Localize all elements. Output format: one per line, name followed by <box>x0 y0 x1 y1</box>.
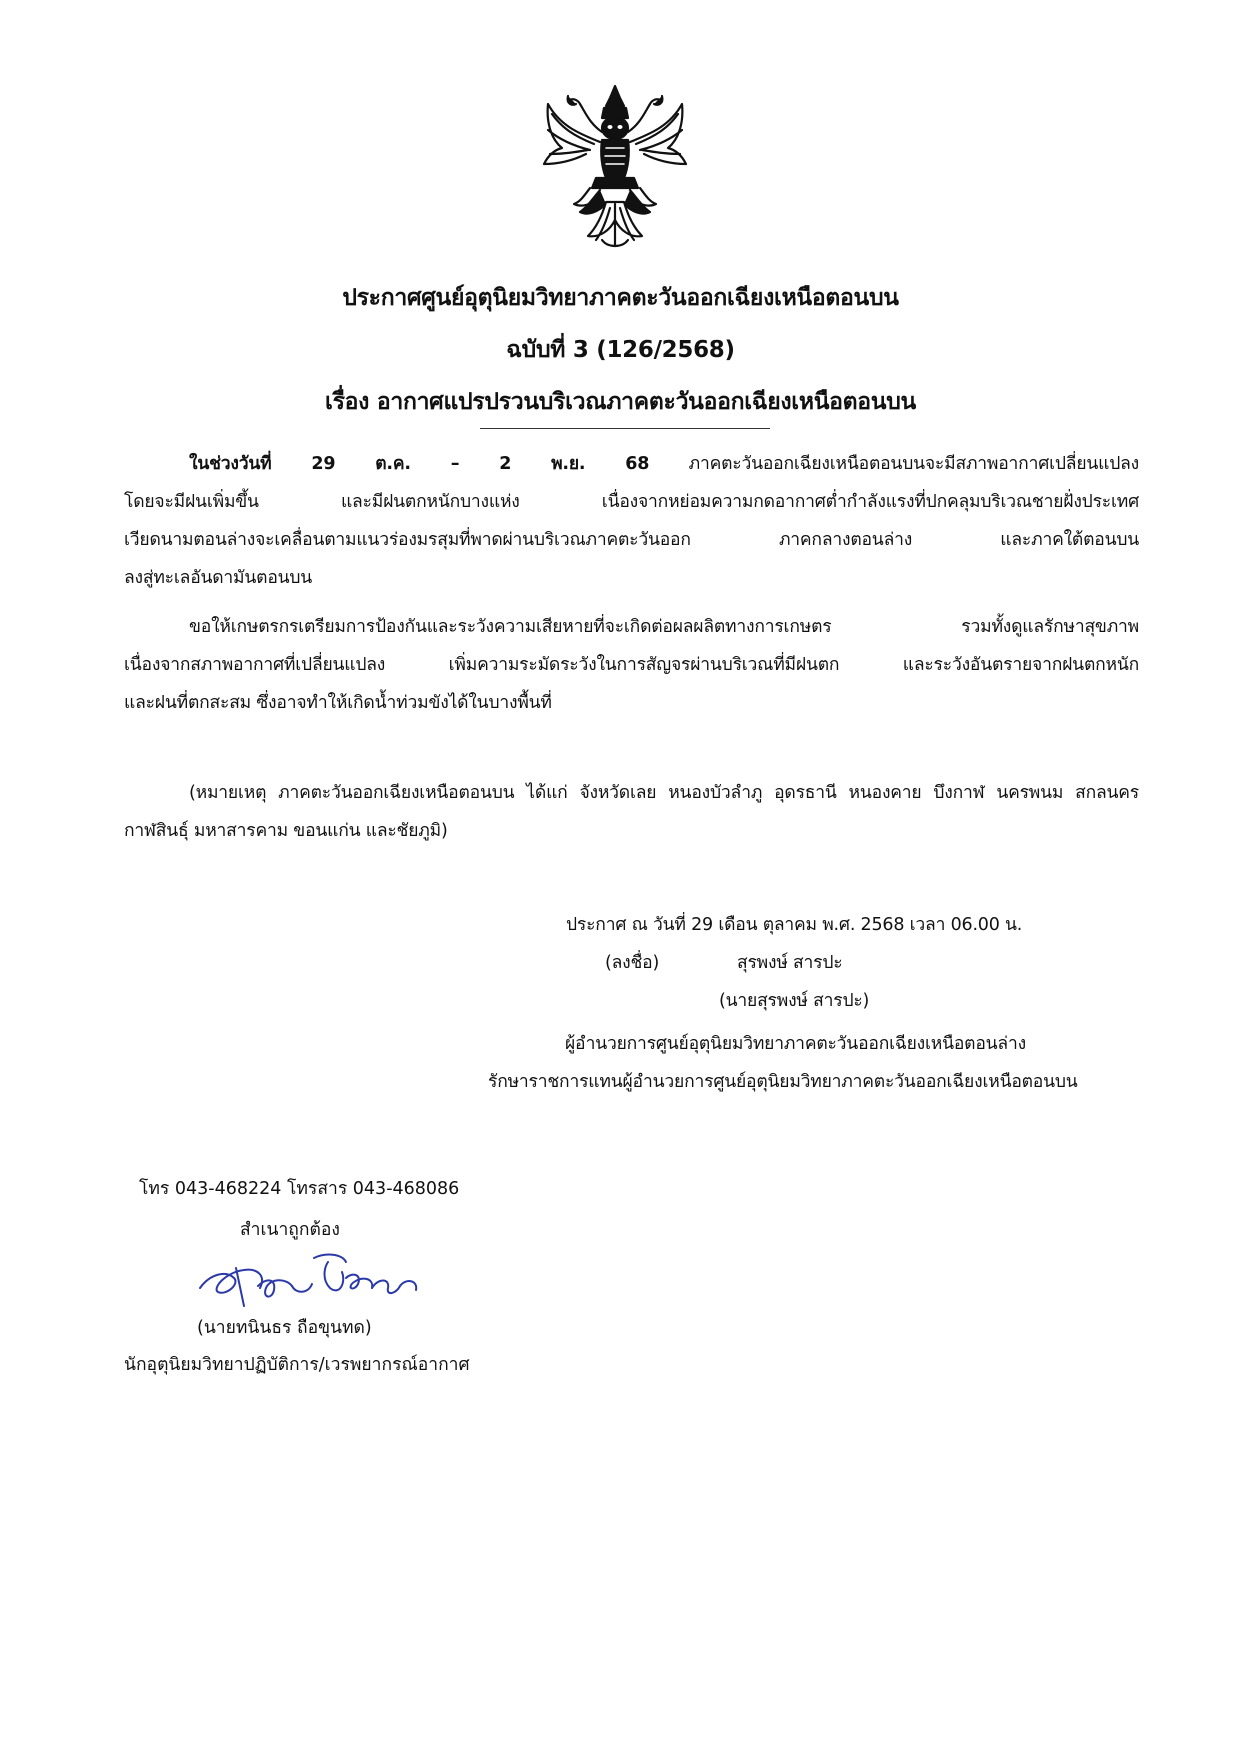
paragraph-advice-line-1: ขอให้เกษตรกรเตรียมการป้องกันและระวังความเสียหายที่จะเกิดต่อผลผลิตทางการเกษตร รวมทั้งดูแลรักษาสุขภาพ <box>189 617 1139 637</box>
paragraph-advice <box>124 608 1139 722</box>
issue-number: ฉบับที่ 3 (126/2568) <box>506 337 735 363</box>
handwritten-signature-icon <box>196 1248 436 1316</box>
subject-line: เรื่อง อากาศแปรปรวนบริเวณภาคตะวันออกเฉียงเหนือตอนบน <box>325 389 916 415</box>
paragraph-forecast-line-1: ในช่วงวันที่ 29 ต.ค. – 2 พ.ย. 68 ภาคตะวันออกเฉียงเหนือตอนบนจะมีสภาพอากาศเปลี่ยนแปลง <box>189 454 1139 474</box>
title-divider <box>480 428 770 429</box>
signed-name: สุรพงษ์ สารปะ <box>737 953 843 973</box>
signer-acting-position: รักษาราชการแทนผู้อำนวยการศูนย์อุตุนิยมวิทยาภาคตะวันออกเฉียงเหนือตอนบน <box>488 1072 1078 1092</box>
paragraph-note-line-1: (หมายเหตุ ภาคตะวันออกเฉียงเหนือตอนบน ได้แก่ จังหวัดเลย หนองบัวลำภู อุดรธานี หนองคาย บึงกาฬ นครพนม สกลนคร <box>189 783 1139 803</box>
copy-certifier-position: นักอุตุนิยมวิทยาปฏิบัติการ/เวรพยากรณ์อากาศ <box>124 1355 470 1375</box>
forecast-period: ในช่วงวันที่ 29 ต.ค. – 2 พ.ย. 68 <box>189 454 650 474</box>
copy-certifier-name: (นายทนินธร ถือขุนทด) <box>197 1318 372 1338</box>
signed-label: (ลงชื่อ) <box>605 953 660 973</box>
signer-position: ผู้อำนวยการศูนย์อุตุนิยมวิทยาภาคตะวันออกเฉียงเหนือตอนล่าง <box>565 1034 1026 1054</box>
paragraph-forecast <box>124 445 1139 597</box>
paragraph-forecast-line-4: ลงสู่ทะเลอันดามันตอนบน <box>124 568 313 588</box>
paragraph-advice-line-3: และฝนที่ตกสะสม ซึ่งอาจทำให้เกิดน้ำท่วมขังได้ในบางพื้นที่ <box>124 693 552 713</box>
paragraph-note <box>124 774 1139 850</box>
garuda-emblem-icon <box>540 84 690 254</box>
announcement-date: ประกาศ ณ วันที่ 29 เดือน ตุลาคม พ.ศ. 2568 เวลา 06.00 น. <box>566 915 1023 935</box>
paragraph-note-line-2: กาฬสินธุ์ มหาสารคาม ขอนแก่น และชัยภูมิ) <box>124 821 448 841</box>
paragraph-forecast-line-2: โดยจะมีฝนเพิ่มขึ้น และมีฝนตกหนักบางแห่ง เนื่องจากหย่อมความกดอากาศต่ำกำลังแรงที่ปกคลุมบริเวณชายฝั่งประเทศ <box>124 492 1139 512</box>
announcement-title: ประกาศศูนย์อุตุนิยมวิทยาภาคตะวันออกเฉียงเหนือตอนบน <box>342 285 899 311</box>
paragraph-forecast-line-3: เวียดนามตอนล่างจะเคลื่อนตามแนวร่องมรสุมที่พาดผ่านบริเวณภาคตะวันออก ภาคกลางตอนล่าง และภาคใต้ตอนบน <box>124 530 1139 550</box>
contact-info: โทร 043-468224 โทรสาร 043-468086 <box>139 1179 460 1199</box>
certified-copy-label: สำเนาถูกต้อง <box>240 1220 340 1240</box>
paragraph-advice-line-2: เนื่องจากสภาพอากาศที่เปลี่ยนแปลง เพิ่มความระมัดระวังในการสัญจรผ่านบริเวณที่มีฝนตก และระวังอันตรายจากฝนตกหนัก <box>124 655 1139 675</box>
signer-full-name: (นายสุรพงษ์ สารปะ) <box>719 991 870 1011</box>
document-heading <box>150 272 1091 428</box>
